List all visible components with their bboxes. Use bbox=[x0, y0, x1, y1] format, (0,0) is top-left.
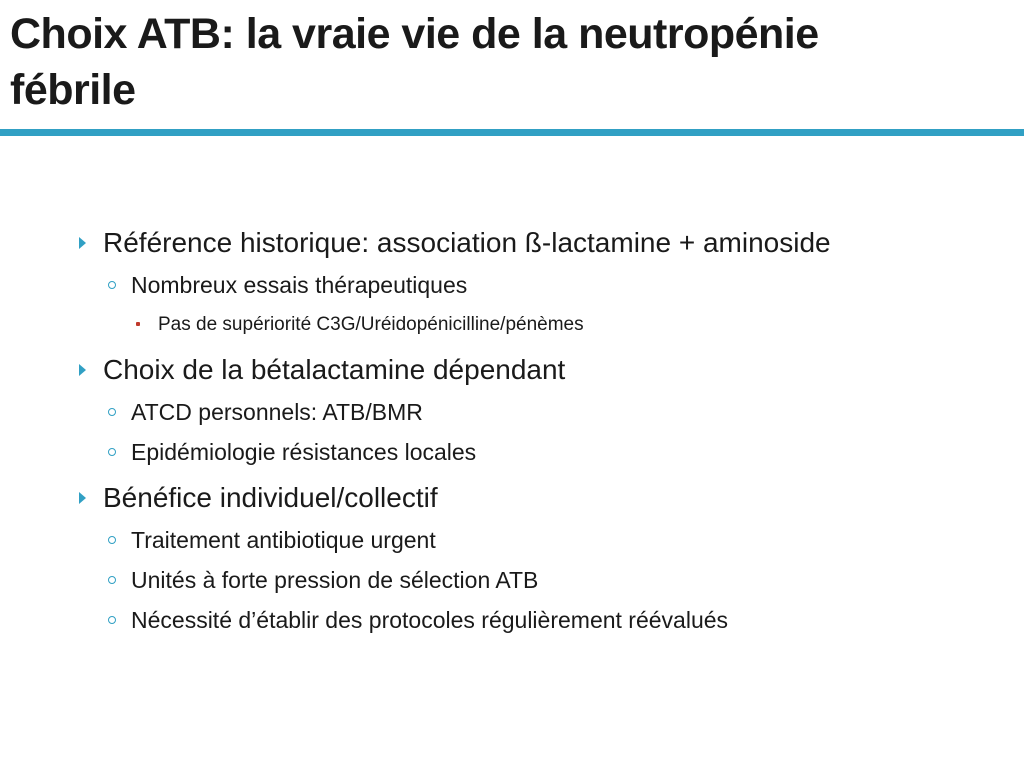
circle-icon bbox=[108, 616, 116, 624]
circle-icon bbox=[108, 448, 116, 456]
bullet-item-level2: Traitement antibiotique urgent bbox=[131, 527, 436, 553]
square-icon bbox=[136, 322, 140, 326]
bullet-item-level1: Bénéfice individuel/collectif bbox=[103, 482, 438, 513]
bullet-item-level1: Choix de la bétalactamine dépendant bbox=[103, 354, 566, 385]
circle-icon bbox=[108, 576, 116, 584]
slide-title-line-1: Choix ATB: la vraie vie de la neutropénie bbox=[10, 10, 819, 58]
triangle-icon bbox=[79, 492, 86, 504]
bullet-item-level3: Pas de supériorité C3G/Uréidopénicilline/pénèmes bbox=[158, 314, 584, 335]
circle-icon bbox=[108, 408, 116, 416]
triangle-icon bbox=[79, 364, 86, 376]
slide-title-line-2: fébrile bbox=[10, 66, 136, 114]
bullet-item-level1: Référence historique: association ß-lactamine + aminoside bbox=[103, 227, 831, 258]
bullet-item-level2: Nécessité d’établir des protocoles régulièrement réévalués bbox=[131, 607, 729, 633]
triangle-icon bbox=[79, 237, 86, 249]
bullet-item-level2: Unités à forte pression de sélection ATB bbox=[131, 567, 539, 593]
circle-icon bbox=[108, 536, 116, 544]
bullet-item-level2: Epidémiologie résistances locales bbox=[131, 439, 477, 465]
bullet-item-level2: Nombreux essais thérapeutiques bbox=[131, 272, 468, 298]
bullet-item-level2: ATCD personnels: ATB/BMR bbox=[131, 399, 423, 425]
circle-icon bbox=[108, 281, 116, 289]
